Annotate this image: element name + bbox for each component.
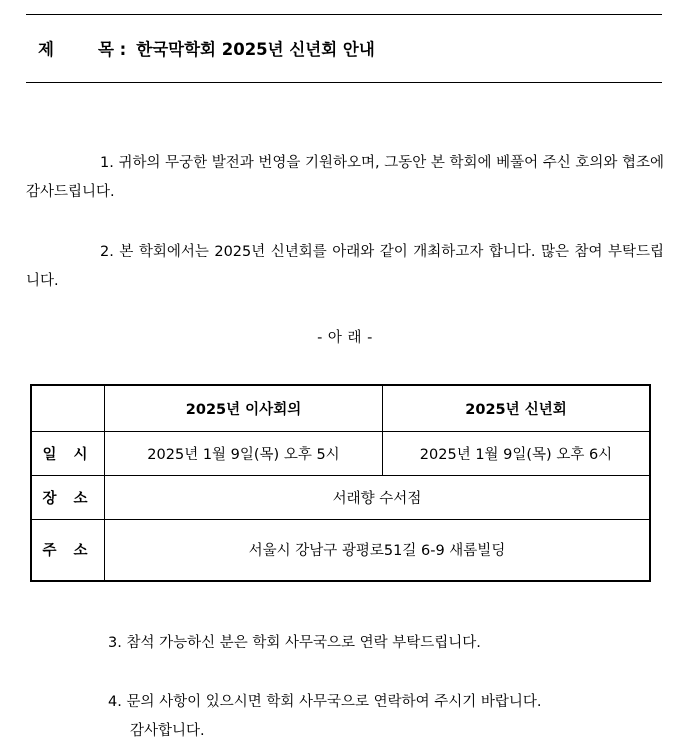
row-label-datetime: 일 시 (31, 431, 105, 475)
subject-line (38, 36, 375, 60)
subject-label-b: 목 : (98, 40, 127, 59)
new-year-party-datetime: 2025년 1월 9일(목) 오후 6시 (383, 431, 651, 475)
subject-label-a: 제 (38, 40, 54, 59)
venue-value: 서래향 수서점 (105, 475, 651, 519)
header-board-meeting: 2025년 이사회의 (105, 385, 383, 431)
table-row (31, 475, 650, 519)
table-corner-cell (31, 385, 105, 431)
row-label-address: 주 소 (31, 519, 105, 581)
note-4-line-2: 감사합니다. (130, 723, 205, 739)
event-info-table (30, 384, 651, 582)
table-row (31, 431, 650, 475)
subject-bottom-rule (26, 82, 662, 83)
table-row (31, 519, 650, 581)
paragraph-1: 1. 귀하의 무궁한 발전과 번영을 기원하오며, 그동안 본 학회에 베풀어 주신 호의와 협조에 감사드립니다. (26, 155, 664, 200)
note-4-line-1: 4. 문의 사항이 있으시면 학회 사무국으로 연락하여 주시기 바랍니다. (108, 694, 542, 710)
below-notice: - 아 래 - (317, 330, 373, 346)
top-rule (26, 14, 662, 15)
row-label-venue: 장 소 (31, 475, 105, 519)
address-value: 서울시 강남구 광평로51길 6-9 새롬빌딩 (105, 519, 651, 581)
paragraph-2: 2. 본 학회에서는 2025년 신년회를 아래와 같이 개최하고자 합니다. 많은 참여 부탁드립니다. (26, 244, 664, 289)
header-new-year-party: 2025년 신년회 (383, 385, 651, 431)
note-3: 3. 참석 가능하신 분은 학회 사무국으로 연락 부탁드립니다. (108, 635, 481, 651)
table-header-row (31, 385, 650, 431)
subject-title: 한국막학회 2025년 신년회 안내 (136, 40, 375, 59)
board-meeting-datetime: 2025년 1월 9일(목) 오후 5시 (105, 431, 383, 475)
